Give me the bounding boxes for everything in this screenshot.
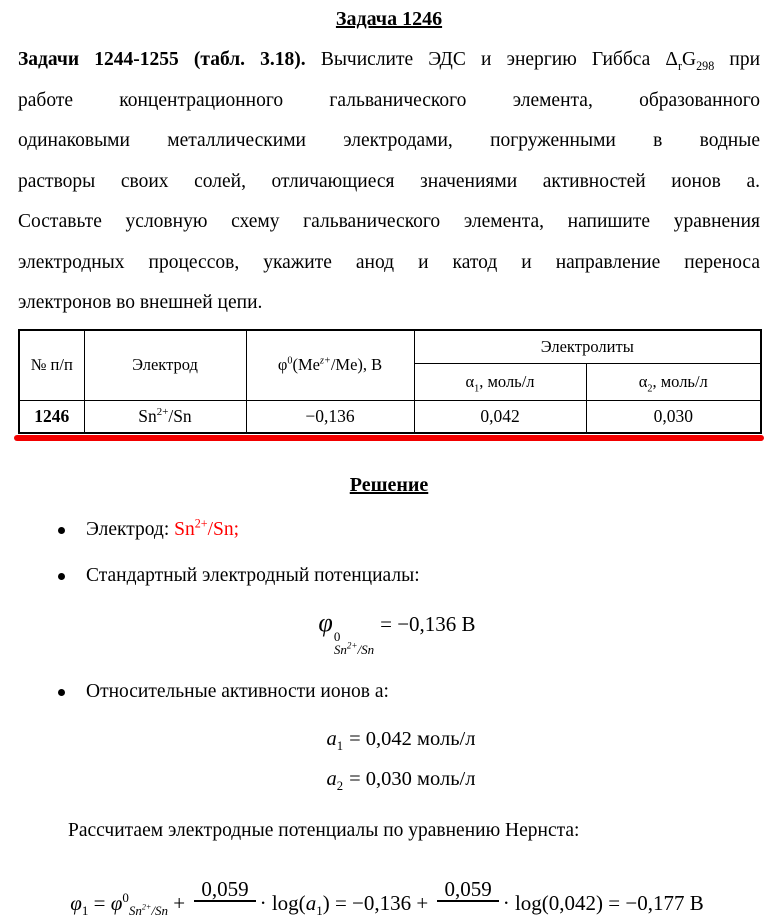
cell-a2: 0,030 (586, 400, 761, 433)
list-item-text: Электрод: $Sn^{2+}/Sn$; (86, 516, 240, 540)
document-page (0, 8, 774, 843)
problem-statement (18, 40, 760, 324)
problem-line-6: электродных процессов, укажите анод и катод и направление переноса (18, 251, 760, 273)
list-item-electrode (18, 518, 760, 542)
page-title: Задача 1246 (335, 8, 443, 30)
phi-symbol: φ (318, 607, 333, 637)
bullet-icon (58, 527, 65, 534)
solution-heading: Решение (349, 473, 429, 496)
nernst-intro-paragraph: Рассчитаем электродные потенциалы по уравнению Нернста: (68, 819, 580, 841)
fraction-bar (437, 900, 498, 908)
header-num: № п/п (19, 330, 84, 401)
nernst-calculation-formula (0, 877, 774, 918)
delta-subscript: r (677, 58, 683, 73)
phi-supsub-stack: 0 $Sn^{2+}/Sn$ (333, 628, 375, 658)
problem-line-4: растворы своих солей, отличающиеся значениями активностей ионов а. (18, 170, 760, 192)
electrode-value-red: $Sn^{2+}/Sn$; (174, 516, 240, 540)
table-row (19, 400, 761, 433)
problem-line-2: работе концентрационного гальванического элемента, образованного (18, 89, 760, 111)
fraction-1: 0,059 (194, 880, 255, 908)
phi-subscript: $Sn^{2+}/Sn$ (333, 640, 375, 658)
cell-potential: −0,136 (246, 400, 414, 433)
standard-potential-formula (26, 604, 768, 658)
header-a2: $\alpha_2$, моль/л (586, 363, 761, 400)
problem-line-5: Составьте условную схему гальванического элемента, напишите уравнения (18, 211, 760, 232)
nernst-formula-middle: · $\log(a_1) = -0,136$ + (259, 891, 434, 918)
problem-text: Вычислите ЭДС и энергию Гиббса Δ (305, 49, 678, 70)
nernst-formula-right: · log(0,042) = −0,177 В (502, 891, 704, 915)
list-item-text: Относительные активности ионов a: (86, 680, 389, 702)
list-item-standard-potential (18, 564, 760, 588)
nernst-formula-left: $\varphi_1 = \varphi^0_{Sn^{2+}/Sn}$ + (70, 890, 191, 918)
problem-text: при (714, 49, 760, 70)
nernst-phi-subscript: Sn2+/Sn (128, 902, 169, 918)
list-item-activities (18, 680, 760, 704)
cell-a1: 0,042 (414, 400, 586, 433)
header-electrode: Электрод (84, 330, 246, 401)
problem-line-7: электронов во внешней цепи. (18, 292, 263, 313)
gibbs-subscript: 298 (696, 58, 715, 73)
red-marker-line (14, 435, 764, 441)
problem-bold-intro: Задачи 1244-1255 (табл. 3.18). (18, 49, 306, 70)
activity-a1-formula: $a_1 = 0,042$ моль/л (326, 727, 476, 753)
header-electrolytes: Электролиты (414, 330, 761, 364)
problem-line-1 (18, 40, 760, 81)
fraction-bar (194, 900, 255, 908)
fraction-2: 0,059 (437, 880, 498, 908)
cell-num: 1246 (19, 400, 84, 433)
header-a1: $\alpha_1$, моль/л (414, 363, 586, 400)
cell-electrode: $Sn^{2+}/Sn$ (84, 400, 246, 433)
gibbs-symbol: G (682, 49, 697, 70)
bullet-icon (58, 689, 65, 696)
list-item-text: Стандартный электродный потенциалы: (86, 564, 420, 586)
data-table (18, 329, 762, 434)
bullet-icon (58, 573, 65, 580)
problem-line-3: одинаковыми металлическими электродами, погруженными в водные (18, 130, 760, 151)
phi-value: = −0,136 В (380, 611, 476, 636)
activity-a2-formula: $a_2 = 0,030$ моль/л (326, 767, 476, 793)
header-potential: $\varphi^0(Me^{z+}/Me)$, В (246, 330, 414, 401)
